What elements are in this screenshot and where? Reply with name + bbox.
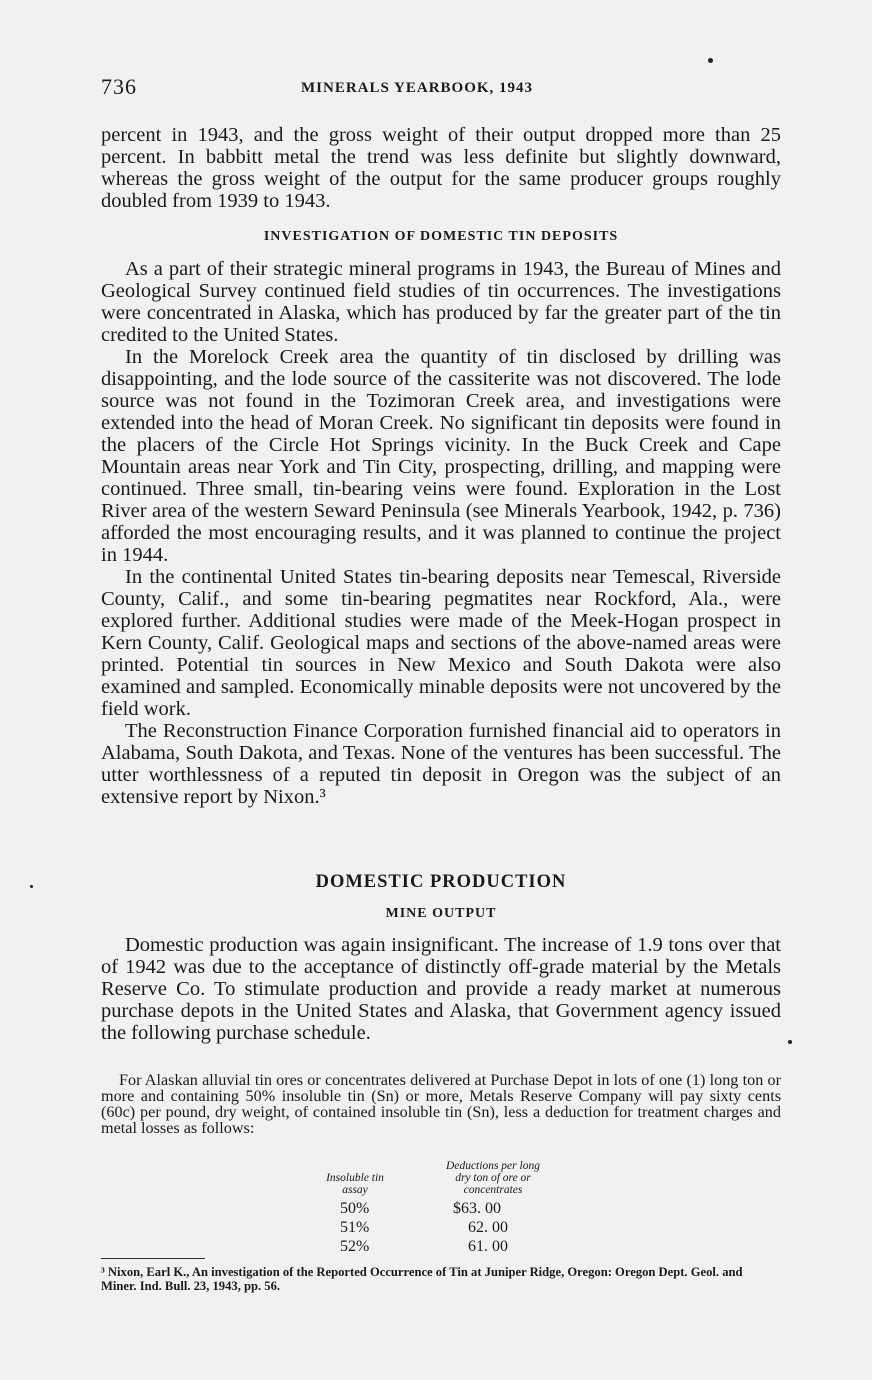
table-row-2-deduction: 62. 00	[468, 1219, 508, 1236]
investigation-paragraph-4: The Reconstruction Finance Corporation furnished financial aid to operators in Alabama, South Dakota, and Texas. None of the ventures has been successful. The utter worthlessness of a reputed tin deposit in Oregon was the subject of an extensive report by Nixon.³	[101, 720, 781, 808]
table-header-deduction-line2: dry ton of ore or	[455, 1172, 531, 1184]
table-header-assay	[310, 1172, 400, 1196]
section-investigation-heading-block	[101, 229, 781, 245]
table-row-3-assay: 52%	[340, 1238, 370, 1255]
subsection-heading-block	[101, 906, 781, 922]
table-header-deduction-line3: concentrates	[463, 1184, 523, 1196]
page-header	[101, 74, 781, 104]
purchase-schedule-quote	[101, 1072, 781, 1136]
investigation-paragraph-2: In the Morelock Creek area the quantity of tin disclosed by drilling was disappointing, and the lode source of the cassiterite was not discovered. The lode source was not found in the Tozimoran Creek area, and investigations were extended into the head of Moran Creek. No significant tin deposits were found in the placers of the Circle Hot Springs vicinity. In the Buck Creek and Cape Mountain areas near York and Tin City, prospecting, drilling, and mapping were continued. Three small, tin-bearing veins were found. Exploration in the Lost River area of the western Seward Peninsula (see Minerals Yearbook, 1942, p. 736) afforded the most encouraging results, and it was planned to continue the project in 1944.	[101, 346, 781, 566]
table-row-1-assay: 50%	[340, 1200, 370, 1217]
scan-speck	[708, 58, 713, 63]
purchase-schedule-text: For Alaskan alluvial tin ores or concentrates delivered at Purchase Depot in lots of one (1) long ton or more and containing 50% insoluble tin (Sn) or more, Metals Reserve Company will pay sixty cents (60c) per pound, dry weight, of contained insoluble tin (Sn), less a deduction for treatment charges and metal losses as follows:	[101, 1071, 781, 1137]
table-row-1-deduction: $63. 00	[453, 1200, 501, 1217]
production-paragraph: Domestic production was again insignificant. The increase of 1.9 tons over that of 1942 was due to the acceptance of distinctly off-grade material by the Metals Reserve Co. To stimulate production and provide a ready market at numerous purchase depots in the United States and Alaska, that Government agency issued the following purchase schedule.	[101, 934, 781, 1044]
footnote: ³ Nixon, Earl K., An investigation of the Reported Occurrence of Tin at Juniper Ridge, Oregon: Oregon Dept. Geol. and Miner. Ind. Bull. 23, 1943, pp. 56.	[101, 1265, 743, 1293]
table-header-deduction	[418, 1160, 568, 1196]
scan-speck	[788, 1040, 792, 1044]
section-heading-production: DOMESTIC PRODUCTION	[315, 872, 567, 892]
running-title: MINERALS YEARBOOK, 1943	[301, 80, 534, 96]
table-header-assay-line2: assay	[342, 1184, 368, 1196]
section-investigation-body	[101, 258, 781, 808]
intro-block	[101, 124, 781, 212]
section-production-heading-block	[101, 872, 781, 893]
table-row-2-assay: 51%	[340, 1219, 370, 1236]
section-heading-investigation: INVESTIGATION OF DOMESTIC TIN DEPOSITS	[263, 229, 619, 244]
table-row-3-deduction: 61. 00	[468, 1238, 508, 1255]
intro-paragraph: percent in 1943, and the gross weight of their output dropped more than 25 percent. In babbitt metal the trend was less definite but slightly downward, whereas the gross weight of the output for the same producer groups roughly doubled from 1939 to 1943.	[101, 124, 781, 212]
table-header-assay-line1: Insoluble tin	[326, 1172, 384, 1184]
table-header-deduction-line1: Deductions per long	[446, 1160, 540, 1172]
scan-speck	[30, 885, 33, 888]
investigation-paragraph-1: As a part of their strategic mineral programs in 1943, the Bureau of Mines and Geological Survey continued field studies of tin occurrences. The investigations were concentrated in Alaska, which has produced by far the greater part of the tin credited to the United States.	[101, 258, 781, 346]
investigation-paragraph-3: In the continental United States tin-bearing deposits near Temescal, Riverside County, Calif., and some tin-bearing pegmatites near Rockford, Ala., were explored further. Additional studies were made of the Meek-Hogan prospect in Kern County, Calif. Geological maps and sections of the above-named areas were printed. Potential tin sources in New Mexico and South Dakota were also examined and sampled. Economically minable deposits were not uncovered by the field work.	[101, 566, 781, 720]
production-body	[101, 934, 781, 1044]
page-number: 736	[101, 74, 137, 99]
footnote-rule	[101, 1258, 205, 1259]
subsection-heading-mine-output: MINE OUTPUT	[385, 906, 497, 921]
